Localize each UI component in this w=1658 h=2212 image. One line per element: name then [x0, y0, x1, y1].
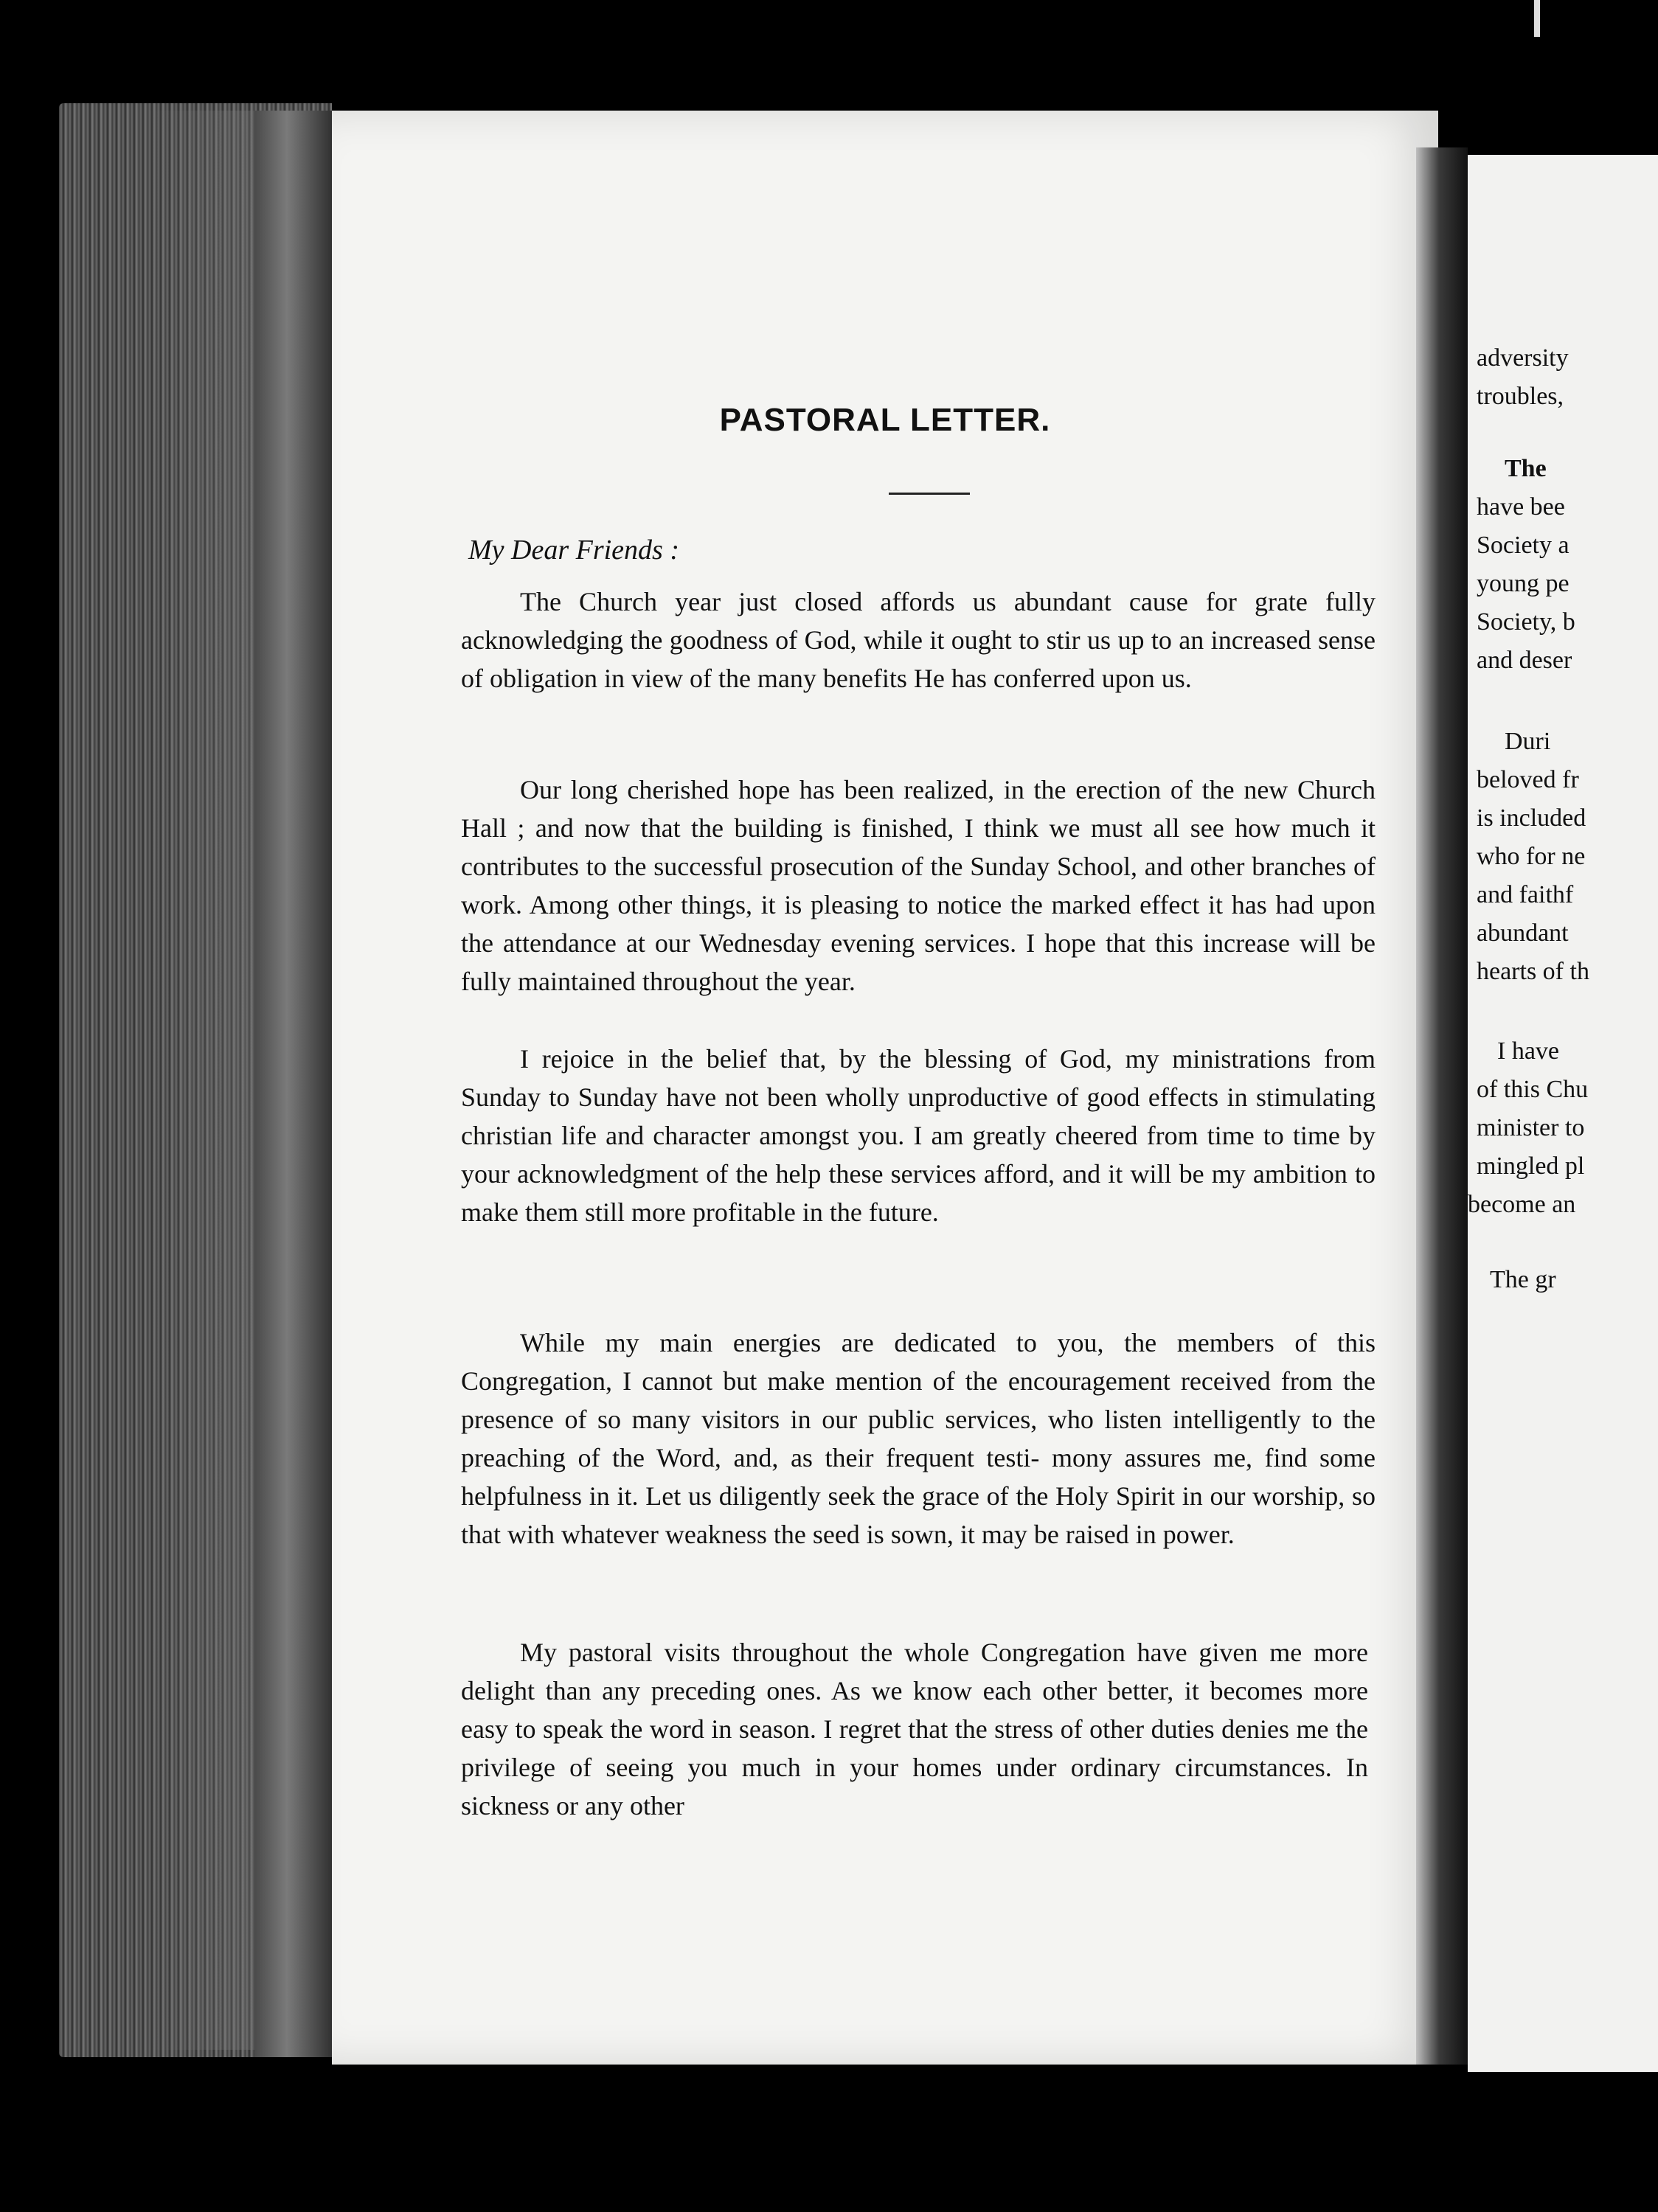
- book-spine-edge: [254, 111, 336, 2057]
- right-line: mingled pl: [1477, 1152, 1585, 1180]
- book-gutter: [1416, 147, 1468, 2065]
- right-line: hearts of th: [1477, 958, 1589, 985]
- right-page-cropped: [1468, 155, 1658, 2072]
- right-line: minister to: [1477, 1114, 1585, 1141]
- right-line: I have: [1497, 1037, 1560, 1065]
- film-edge-mark: [1534, 0, 1540, 37]
- right-line: have bee: [1477, 493, 1565, 521]
- paragraph-5: My pastoral visits throughout the whole Congregation have given me more delight than any preceding ones. As we know each other better, it becomes more easy to speak the word in season. I regret that the stress of other duties denies me the privilege of seeing you much in your homes under ordinary circumstances. In sickness or any other: [461, 1638, 1368, 1820]
- right-line: Society, b: [1477, 608, 1575, 636]
- salutation: My Dear Friends :: [468, 535, 679, 566]
- left-page: [332, 111, 1438, 2065]
- right-line: adversity: [1477, 344, 1569, 372]
- right-line: The gr: [1490, 1266, 1556, 1293]
- right-line: young pe: [1477, 570, 1569, 597]
- right-line: is included: [1477, 804, 1586, 832]
- right-line: abundant: [1477, 919, 1569, 947]
- right-line: of this Chu: [1477, 1076, 1589, 1103]
- right-line: troubles,: [1477, 383, 1564, 410]
- right-line: who for ne: [1477, 843, 1586, 870]
- page-title: PASTORAL LETTER.: [719, 402, 1051, 438]
- right-line: beloved fr: [1477, 766, 1579, 793]
- right-line: and faithf: [1477, 881, 1574, 908]
- right-line: and deser: [1477, 647, 1572, 674]
- paragraph-1: The Church year just closed affords us abundant cause for grate fully acknowledging the goodness of God, while it ought to stir us up to an increased sense of obligation in view of the many benefits He has conferred upon us.: [461, 587, 1376, 693]
- right-line: Duri: [1505, 728, 1551, 755]
- paragraph-2: Our long cherished hope has been realized, in the erection of the new Church Hall ; and now that the building is finished, I think we must all see how much it contributes to the successful prosecution of the Sunday School, and other branches of work. Among other things, it is pleasing to notice the marked effect it has had upon the attendance at our Wednesday evening services. I hope that this increase will be fully maintained throughout the year.: [461, 775, 1376, 996]
- paragraph-4: While my main energies are dedicated to you, the members of this Congregation, I cannot but make mention of the encouragement received from the presence of so many visitors in our public services, who listen intelligently to the preaching of the Word, and, as their frequent testi- mony assures me, find some helpfulness in it. Let us diligently seek the grace of the Holy Spirit in our worship, so that with whatever weakness the seed is sown, it may be raised in power.: [461, 1328, 1376, 1549]
- right-line: become an: [1468, 1191, 1576, 1218]
- paragraph-3: I rejoice in the belief that, by the blessing of God, my ministrations from Sunday to Sunday have not been wholly unproductive of good effects in stimulating christian life and character amongst you. I am greatly cheered from time to time by your acknowledgment of the help these services afford, and it will be my ambition to make them still more profitable in the future.: [461, 1044, 1376, 1227]
- right-line: Society a: [1477, 532, 1569, 559]
- right-line: The: [1505, 455, 1547, 482]
- title-divider: [889, 493, 970, 495]
